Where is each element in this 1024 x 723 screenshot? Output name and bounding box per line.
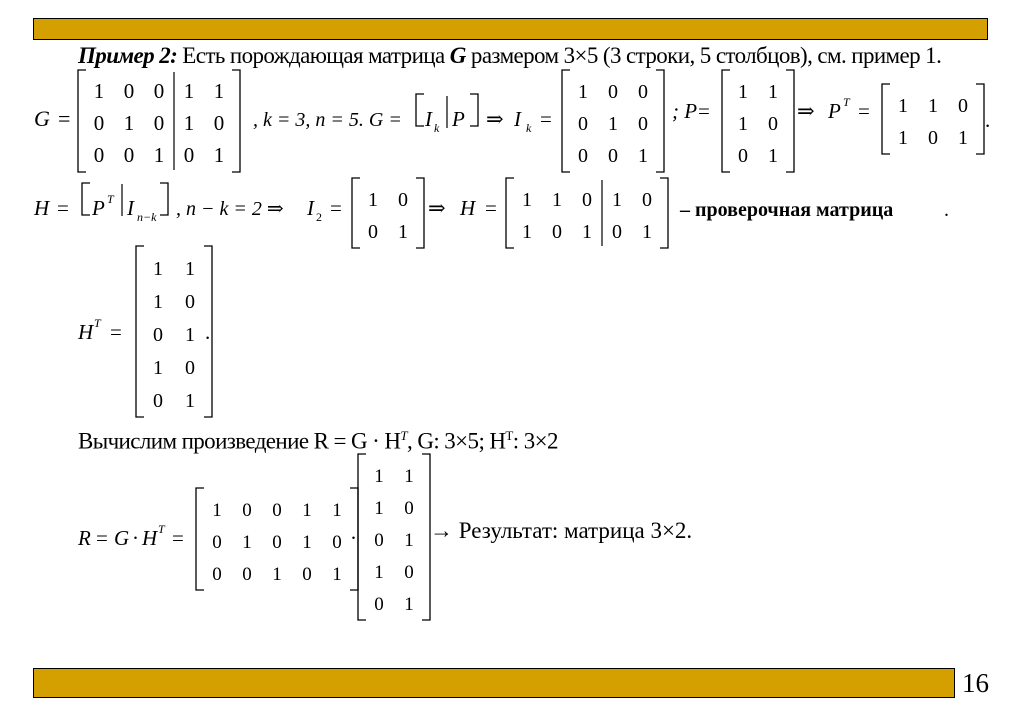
matrix-bracket [136, 246, 212, 417]
svg-text:H: H [460, 196, 476, 220]
matrix-cell: 0 [213, 111, 225, 135]
matrix-cell: 0 [578, 113, 588, 135]
matrix-cell: 0 [638, 113, 648, 135]
svg-text:·: · [350, 526, 357, 550]
svg-text:P: P [828, 99, 841, 123]
svg-text:H: H [34, 196, 50, 220]
matrix-cell: 1 [242, 532, 252, 553]
matrix-cell: 1 [213, 79, 225, 103]
matrix-cell: 1 [578, 81, 588, 103]
matrix-cell: 1 [898, 95, 908, 117]
matrix-cell: 1 [898, 127, 908, 149]
matrix-cell: 1 [153, 258, 163, 280]
matrix-cell: 0 [153, 111, 165, 135]
g-params: , k = 3, n = 5. G = [253, 109, 402, 131]
svg-text:T: T [107, 192, 114, 206]
svg-text:.: . [944, 199, 949, 221]
svg-text:I: I [307, 196, 314, 220]
matrix-cell: 0 [928, 127, 938, 149]
svg-text:T: T [158, 522, 165, 536]
svg-text:T: T [843, 95, 850, 109]
matrix-cell: 0 [302, 564, 312, 585]
matrix-cell: 0 [638, 81, 648, 103]
ik-matrix [562, 70, 664, 172]
svg-text:·: · [132, 526, 139, 550]
matrix-cell: 0 [404, 562, 414, 583]
matrix-cell: 1 [404, 594, 414, 615]
matrix-cell: 1 [638, 145, 648, 167]
matrix-cell: 1 [183, 79, 195, 103]
matrix-cell: 0 [374, 530, 384, 551]
matrix-cell: 1 [332, 564, 342, 585]
matrix-cell: 0 [93, 143, 105, 167]
matrix-cell: 1 [522, 189, 532, 211]
matrix-cell: 0 [123, 79, 135, 103]
check-matrix-label: – проверочная матрица [680, 199, 894, 221]
matrix-cell: 0 [153, 390, 163, 412]
compute-line: Вычислим произведение $R = G \cdot H^T$, G: 3×5; $H^T$: 3×2 [78, 428, 558, 454]
svg-text:=: = [58, 106, 71, 131]
svg-text:n−k: n−k [137, 210, 157, 224]
matrix-cell: 0 [582, 189, 592, 211]
svg-text:=: = [110, 320, 122, 344]
svg-text:G: G [114, 526, 130, 550]
matrix-bracket [722, 70, 794, 172]
matrix-cell: 1 [398, 221, 408, 243]
matrix-cell: 1 [185, 324, 195, 346]
matrix-cell: 1 [374, 466, 384, 487]
matrix-cell: 0 [332, 532, 342, 553]
svg-text:=: = [485, 196, 497, 220]
matrix-cell: 0 [608, 81, 618, 103]
g-matrix-product [196, 488, 358, 590]
svg-text:I: I [514, 107, 521, 131]
matrix-cell: 1 [213, 143, 225, 167]
svg-text:.: . [205, 320, 211, 344]
matrix-cell: 0 [93, 111, 105, 135]
matrix-cell: 1 [153, 143, 165, 167]
matrix-cell: 1 [153, 357, 163, 379]
matrix-cell: 0 [612, 221, 622, 243]
matrix-cell: 0 [608, 145, 618, 167]
matrix-cell: 0 [242, 564, 252, 585]
title-text-after: размером 3×5 (3 строки, 5 столбцов), см. пример 1. [465, 43, 942, 68]
svg-text:I: I [425, 107, 432, 131]
matrix-cell: 0 [374, 594, 384, 615]
matrix-cell: 0 [242, 500, 252, 521]
matrix-cell: 0 [552, 221, 562, 243]
compute-dims-tail: : 3×2 [512, 428, 558, 454]
svg-text:=: = [330, 196, 342, 220]
matrix-cell: 1 [374, 562, 384, 583]
matrix-cell: 1 [212, 500, 222, 521]
matrix-cell: 0 [153, 79, 165, 103]
svg-text:I: I [127, 196, 134, 220]
matrix-cell: 1 [374, 498, 384, 519]
matrix-cell: 1 [185, 390, 195, 412]
matrix-cell: 0 [212, 564, 222, 585]
svg-text:; P: ; P [672, 99, 698, 123]
matrix-cell: 0 [123, 143, 135, 167]
svg-text:=: = [540, 107, 552, 131]
matrix-cell: 1 [958, 127, 968, 149]
matrix-cell: 1 [153, 291, 163, 313]
matrix-cell: 0 [738, 145, 748, 167]
svg-text:P: P [92, 196, 105, 220]
svg-text:=: = [57, 196, 69, 220]
svg-text:G: G [34, 106, 50, 131]
matrix-cell: 1 [93, 79, 105, 103]
ht-matrix [136, 246, 212, 417]
matrix-cell: 1 [332, 500, 342, 521]
result-text: → Результат: матрица 3×2. [430, 518, 693, 543]
matrix-cell: 1 [768, 81, 778, 103]
example-label: Пример 2: [78, 43, 178, 68]
svg-text:=: = [172, 526, 184, 550]
ik-p-block-bracket [416, 94, 552, 135]
i2-matrix [352, 178, 424, 248]
matrix-bracket [352, 178, 424, 248]
matrix-cell: 1 [642, 221, 652, 243]
svg-text:P: P [452, 107, 465, 131]
matrix-cell: 1 [552, 189, 562, 211]
matrix-cell: 1 [608, 113, 618, 135]
matrix-cell: 1 [404, 466, 414, 487]
matrix-cell: 1 [302, 500, 312, 521]
compute-dims: , G: 3×5; H [407, 428, 506, 454]
svg-text:H: H [78, 320, 94, 344]
g-matrix [78, 70, 240, 172]
slide-number: 16 [962, 668, 989, 698]
matrix-cell: 1 [768, 145, 778, 167]
svg-text:2: 2 [316, 210, 322, 224]
matrix-cell: 1 [368, 189, 378, 211]
title-symbol: G [449, 43, 466, 68]
matrix-cell: 1 [272, 564, 282, 585]
matrix-cell: 1 [183, 111, 195, 135]
svg-text:k: k [434, 121, 440, 135]
matrix-cell: 1 [123, 111, 135, 135]
svg-text:=: = [96, 526, 108, 550]
svg-text:.: . [985, 108, 991, 132]
matrix-cell: 1 [928, 95, 938, 117]
matrix-cell: 0 [642, 189, 652, 211]
matrix-cell: 0 [398, 189, 408, 211]
matrix-cell: 0 [958, 95, 968, 117]
matrix-cell: 1 [302, 532, 312, 553]
matrix-cell: 0 [404, 498, 414, 519]
matrix-cell: 0 [185, 291, 195, 313]
matrix-cell: 0 [153, 324, 163, 346]
svg-text:=: = [698, 99, 710, 123]
matrix-cell: 0 [212, 532, 222, 553]
compute-text: Вычислим произведение R = G · H [78, 428, 401, 454]
matrix-cell: 0 [183, 143, 195, 167]
matrix-cell: 0 [185, 357, 195, 379]
svg-text:⇒: ⇒ [486, 107, 504, 131]
svg-text:T: T [94, 316, 101, 330]
svg-text:⇒: ⇒ [428, 196, 446, 220]
svg-text:=: = [858, 99, 870, 123]
matrix-cell: 0 [272, 500, 282, 521]
h-params: , n − k = 2 ⇒ [176, 198, 284, 220]
svg-text:⇒: ⇒ [797, 99, 815, 123]
matrix-cell: 1 [404, 530, 414, 551]
svg-text:R: R [78, 526, 91, 550]
pt-matrix [882, 84, 984, 154]
matrix-cell: 1 [185, 258, 195, 280]
title-text-before: Есть порождающая матрица [177, 43, 450, 68]
matrix-cell: 1 [738, 113, 748, 135]
matrix-cell: 0 [272, 532, 282, 553]
matrix-cell: 1 [612, 189, 622, 211]
matrix-cell: 0 [578, 145, 588, 167]
ht-matrix-product [358, 454, 430, 620]
svg-text:H: H [142, 526, 158, 550]
matrix-bracket [358, 454, 430, 620]
matrix-cell: 1 [582, 221, 592, 243]
svg-text:k: k [526, 121, 532, 135]
matrix-cell: 1 [738, 81, 748, 103]
p-matrix [722, 70, 794, 172]
matrix-cell: 1 [522, 221, 532, 243]
matrix-cell: 0 [768, 113, 778, 135]
matrix-cell: 0 [368, 221, 378, 243]
h-matrix [506, 178, 668, 248]
